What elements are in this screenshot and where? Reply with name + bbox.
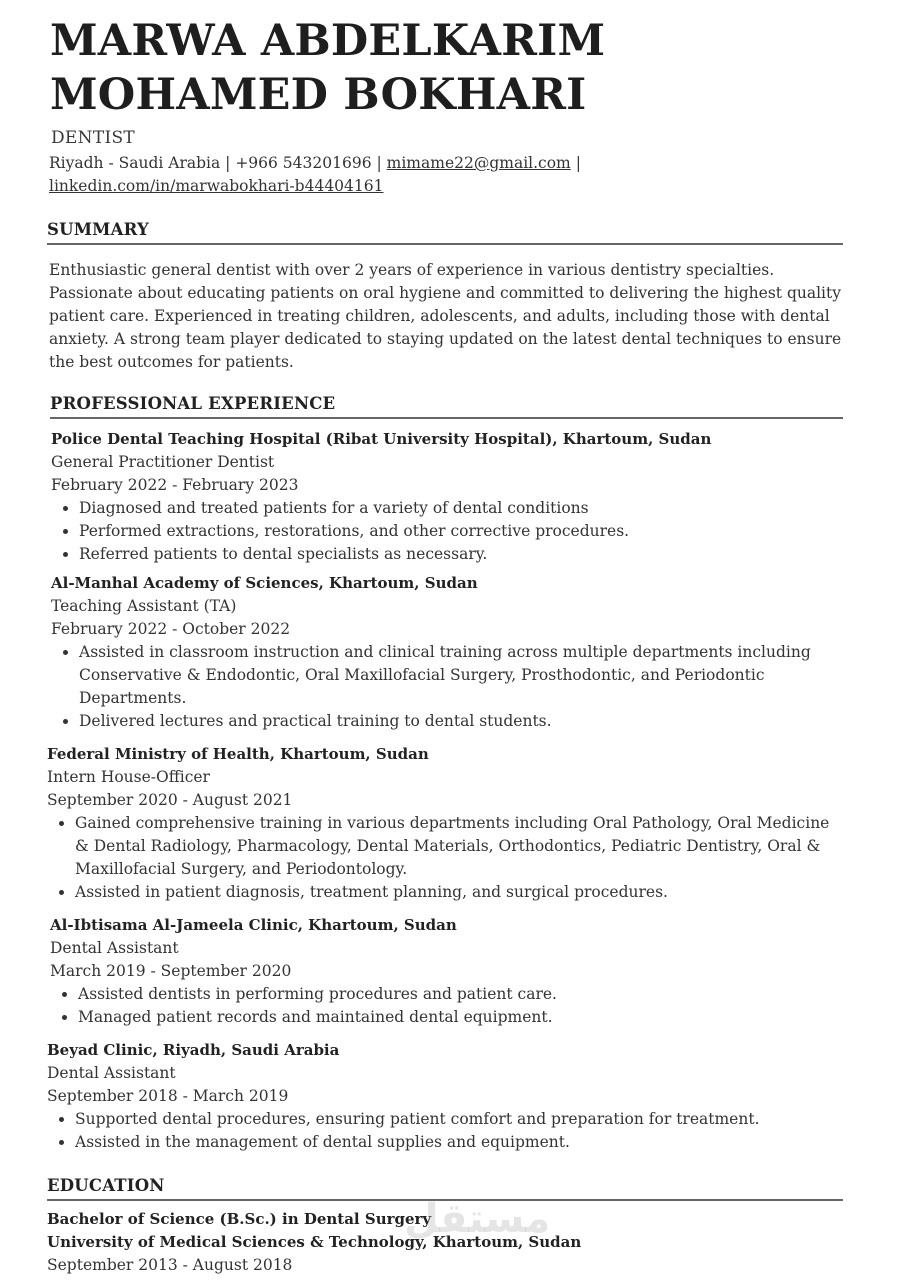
- employer: Federal Ministry of Health, Khartoum, Sudan: [47, 745, 429, 763]
- bullet: • Supported dental procedures, ensuring patient comfort and preparation for treatment.: [75, 1108, 847, 1131]
- job-title: DENTIST: [51, 128, 136, 148]
- contact-info: Riyadh - Saudi Arabia | +966 543201696 | mimame22@gmail.com | linkedin.com/in/marwabokhari-b44404161: [49, 154, 581, 195]
- role: Teaching Assistant (TA): [51, 597, 237, 615]
- bullet-list: [47, 1108, 847, 1154]
- bullet-list: [51, 497, 851, 566]
- dates: February 2022 - February 2023: [51, 476, 299, 494]
- job-entry: [50, 914, 850, 1029]
- location: Riyadh - Saudi Arabia: [49, 154, 221, 172]
- role: Intern House-Officer: [47, 768, 210, 786]
- watermark-logo: مستقل: [404, 1196, 551, 1242]
- bullet-list: [51, 641, 841, 733]
- school: University of Medical Sciences & Technology, Khartoum, Sudan: [47, 1233, 582, 1251]
- role: General Practitioner Dentist: [51, 453, 275, 471]
- summary-text: Enthusiastic general dentist with over 2 years of experience in various dentistry specialties. Passionate about educating patients on oral hygiene and committed to delivering the highest quality patient care. Experienced in treating children, adolescents, and adults, including those with dental anxiety. A strong team player dedicated to staying updated on the latest dental techniques to ensure the best outcomes for patients.: [49, 261, 842, 371]
- job-entry: [47, 1039, 847, 1154]
- role: Dental Assistant: [50, 939, 179, 957]
- job-entry: [51, 572, 841, 733]
- email-link[interactable]: mimame22@gmail.com: [386, 154, 571, 172]
- education-heading: EDUCATION: [47, 1176, 843, 1201]
- experience-heading: PROFESSIONAL EXPERIENCE: [50, 394, 843, 419]
- bullet: • Assisted in patient diagnosis, treatment planning, and surgical procedures.: [75, 881, 847, 904]
- employer: Police Dental Teaching Hospital (Ribat University Hospital), Khartoum, Sudan: [51, 430, 712, 448]
- job-entry: [47, 743, 847, 904]
- bullet: • Referred patients to dental specialists as necessary.: [79, 543, 851, 566]
- dates: March 2019 - September 2020: [50, 962, 292, 980]
- bullet: • Assisted in the management of dental supplies and equipment.: [75, 1131, 847, 1154]
- dates: February 2022 - October 2022: [51, 620, 291, 638]
- dates: September 2018 - March 2019: [47, 1087, 289, 1105]
- employer: Beyad Clinic, Riyadh, Saudi Arabia: [47, 1041, 340, 1059]
- bullet-list: [50, 983, 850, 1029]
- bullet: • Gained comprehensive training in various departments including Oral Pathology, Oral Medicine & Dental Radiology, Pharmacology, Dental Materials, Orthodontics, Pediatric Dentistry, Oral & Maxillofacial Surgery, and Periodontology.: [75, 812, 847, 881]
- education-entry: [47, 1208, 847, 1277]
- candidate-name: MARWA ABDELKARIM MOHAMED BOKHARI: [50, 16, 606, 120]
- bullet: • Managed patient records and maintained dental equipment.: [78, 1006, 850, 1029]
- role: Dental Assistant: [47, 1064, 176, 1082]
- bullet-list: [47, 812, 847, 904]
- bullet: • Assisted dentists in performing procedures and patient care.: [78, 983, 850, 1006]
- education-dates: September 2013 - August 2018: [47, 1256, 293, 1274]
- bullet: • Diagnosed and treated patients for a variety of dental conditions: [79, 497, 851, 520]
- degree: Bachelor of Science (B.Sc.) in Dental Surgery: [47, 1210, 432, 1228]
- employer: Al-Manhal Academy of Sciences, Khartoum, Sudan: [51, 574, 478, 592]
- bullet: • Assisted in classroom instruction and clinical training across multiple departments including Conservative & Endodontic, Oral Maxillofacial Surgery, Prosthodontic, and Periodontic Departments.: [79, 641, 841, 710]
- linkedin-link[interactable]: linkedin.com/in/marwabokhari-b44404161: [49, 177, 384, 195]
- employer: Al-Ibtisama Al-Jameela Clinic, Khartoum, Sudan: [50, 916, 457, 934]
- dates: September 2020 - August 2021: [47, 791, 293, 809]
- phone: +966 543201696: [235, 154, 372, 172]
- summary-heading: SUMMARY: [47, 220, 843, 245]
- bullet: • Delivered lectures and practical training to dental students.: [79, 710, 841, 733]
- bullet: • Performed extractions, restorations, and other corrective procedures.: [79, 520, 851, 543]
- job-entry: [51, 428, 851, 566]
